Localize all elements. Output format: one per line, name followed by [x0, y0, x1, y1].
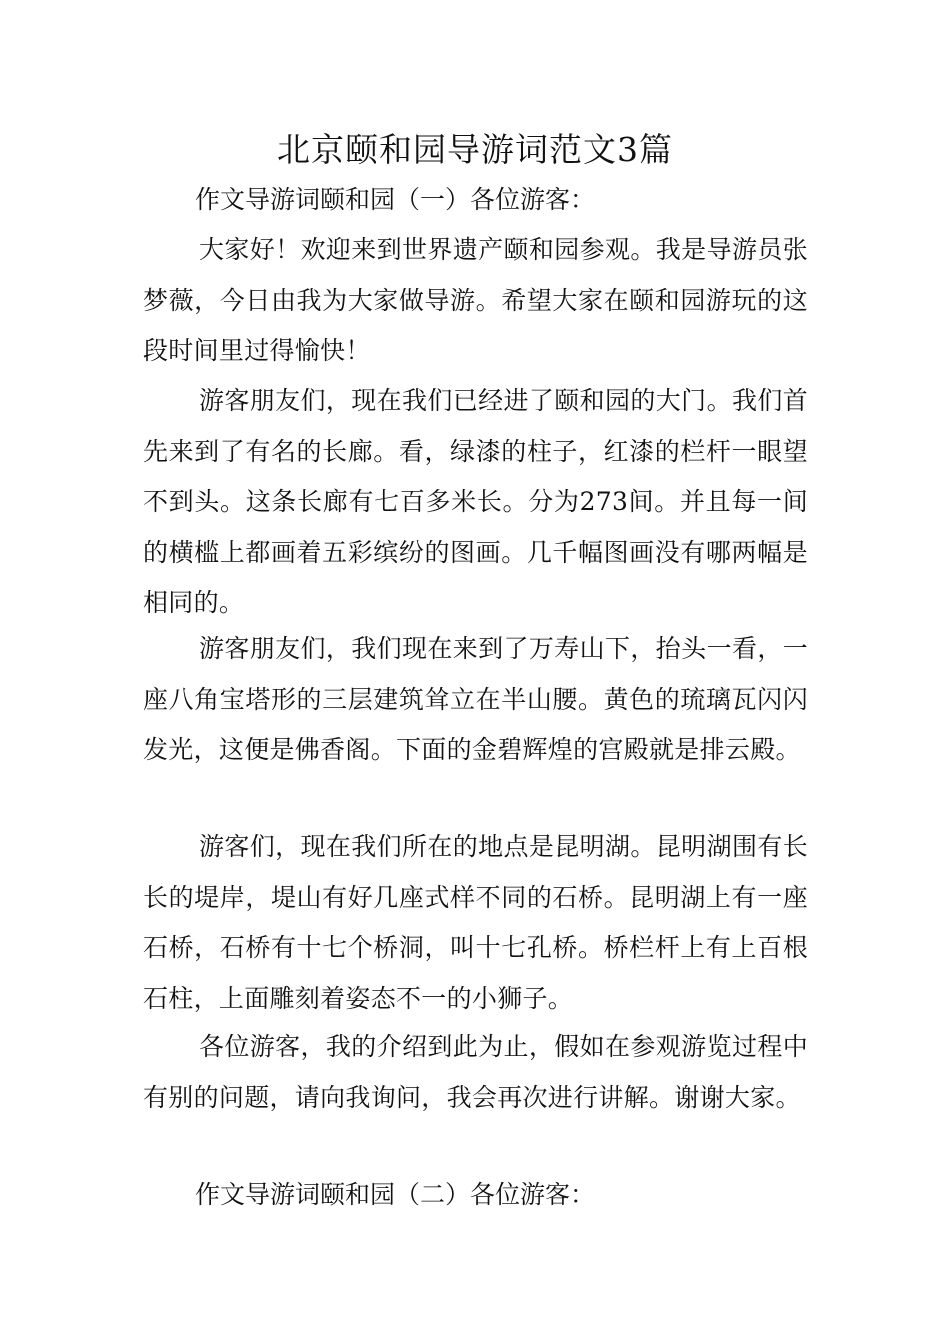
paragraph-kunming-lake: 游客们，现在我们所在的地点是昆明湖。昆明湖围有长长的堤岸，堤山有好几座式样不同的石桥。昆明湖上有一座石桥，石桥有十七个桥洞，叫十七孔桥。桥栏杆上有上百根石柱，上面雕刻着姿态不一的小狮子。	[143, 832, 808, 1013]
paragraph-greeting: 大家好！欢迎来到世界遗产颐和园参观。我是导游员张梦薇，今日由我为大家做导游。希望大家在颐和园游玩的这段时间里过得愉快！	[143, 235, 808, 366]
paragraph-long-corridor: 游客朋友们，现在我们已经进了颐和园的大门。我们首先来到了有名的长廊。看，绿漆的柱子，红漆的栏杆一眼望不到头。这条长廊有七百多米长。分为273间。并且每一间的横槛上都画着五彩缤纷的图画。几千幅图画没有哪两幅是相同的。	[143, 386, 808, 618]
paragraph-wanshou-hill: 游客朋友们，我们现在来到了万寿山下，抬头一看，一座八角宝塔形的三层建筑耸立在半山腰。黄色的琉璃瓦闪闪发光，这便是佛香阁。下面的金碧辉煌的宫殿就是排云殿。	[143, 634, 808, 765]
document-title: 北京颐和园导游词范文3篇	[277, 130, 673, 169]
section-heading-1: 作文导游词颐和园（一）各位游客：	[195, 185, 596, 214]
section-heading-2: 作文导游词颐和园（二）各位游客：	[195, 1180, 596, 1209]
paragraph-closing: 各位游客，我的介绍到此为止，假如在参观游览过程中有别的问题，请向我询问，我会再次进行讲解。谢谢大家。	[143, 1032, 808, 1112]
